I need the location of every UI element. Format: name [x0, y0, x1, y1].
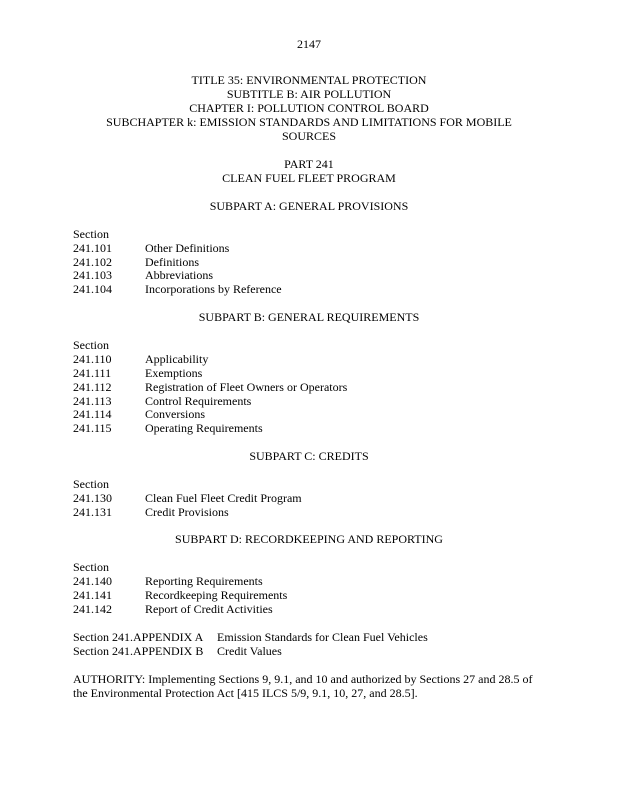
section-title: Abbreviations — [145, 268, 213, 282]
section-number: 241.111 — [73, 366, 112, 380]
appendix-title: Emission Standards for Clean Fuel Vehicles — [217, 630, 428, 644]
section-number: 241.141 — [73, 588, 112, 602]
page-number: 2147 — [297, 37, 321, 51]
chapter-line: CHAPTER I: POLLUTION CONTROL BOARD — [189, 101, 429, 115]
subchapter-line-1: SUBCHAPTER k: EMISSION STANDARDS AND LIMITATIONS FOR MOBILE — [106, 115, 512, 129]
section-label: Section — [73, 560, 109, 574]
section-number: 241.130 — [73, 491, 112, 505]
subpart-heading: SUBPART D: RECORDKEEPING AND REPORTING — [175, 532, 443, 546]
section-title: Report of Credit Activities — [145, 602, 273, 616]
section-number: 241.131 — [73, 505, 112, 519]
section-title: Recordkeeping Requirements — [145, 588, 288, 602]
part-number: PART 241 — [284, 157, 334, 171]
section-number: 241.104 — [73, 282, 112, 296]
subpart-heading: SUBPART A: GENERAL PROVISIONS — [209, 199, 409, 213]
section-number: 241.102 — [73, 255, 112, 269]
title-line: TITLE 35: ENVIRONMENTAL PROTECTION — [191, 73, 427, 87]
section-title: Operating Requirements — [145, 421, 263, 435]
subpart-heading: SUBPART C: CREDITS — [249, 449, 369, 463]
section-title: Incorporations by Reference — [145, 282, 282, 296]
section-label: Section — [73, 477, 109, 491]
section-label: Section — [73, 338, 109, 352]
appendix-label: Section 241.APPENDIX A — [73, 630, 204, 644]
section-title: Reporting Requirements — [145, 574, 263, 588]
subchapter-line-2: SOURCES — [281, 129, 337, 143]
authority-note: AUTHORITY: Implementing Sections 9, 9.1, and 10 and authorized by Sections 27 and 28.5 of the Environmental Protection Act [415 ILCS 5/9, 9.1, 10, 27, and 28.5]. — [73, 672, 533, 700]
section-number: 241.110 — [73, 352, 112, 366]
section-number: 241.114 — [73, 407, 112, 421]
subtitle-line: SUBTITLE B: AIR POLLUTION — [226, 87, 392, 101]
section-title: Credit Provisions — [145, 505, 229, 519]
section-title: Exemptions — [145, 366, 203, 380]
section-title: Control Requirements — [145, 394, 252, 408]
section-title: Registration of Fleet Owners or Operators — [145, 380, 348, 394]
section-title: Applicability — [145, 352, 209, 366]
section-number: 241.101 — [73, 241, 112, 255]
section-number: 241.140 — [73, 574, 112, 588]
section-label: Section — [73, 227, 109, 241]
section-title: Conversions — [145, 407, 205, 421]
section-number: 241.112 — [73, 380, 112, 394]
section-number: 241.113 — [73, 394, 112, 408]
section-title: Other Definitions — [145, 241, 230, 255]
appendix-title: Credit Values — [217, 644, 282, 658]
section-number: 241.115 — [73, 421, 112, 435]
appendix-label: Section 241.APPENDIX B — [73, 644, 204, 658]
section-number: 241.103 — [73, 268, 112, 282]
part-title: CLEAN FUEL FLEET PROGRAM — [222, 171, 396, 185]
subpart-heading: SUBPART B: GENERAL REQUIREMENTS — [198, 310, 420, 324]
section-title: Definitions — [145, 255, 199, 269]
section-title: Clean Fuel Fleet Credit Program — [145, 491, 302, 505]
section-number: 241.142 — [73, 602, 112, 616]
